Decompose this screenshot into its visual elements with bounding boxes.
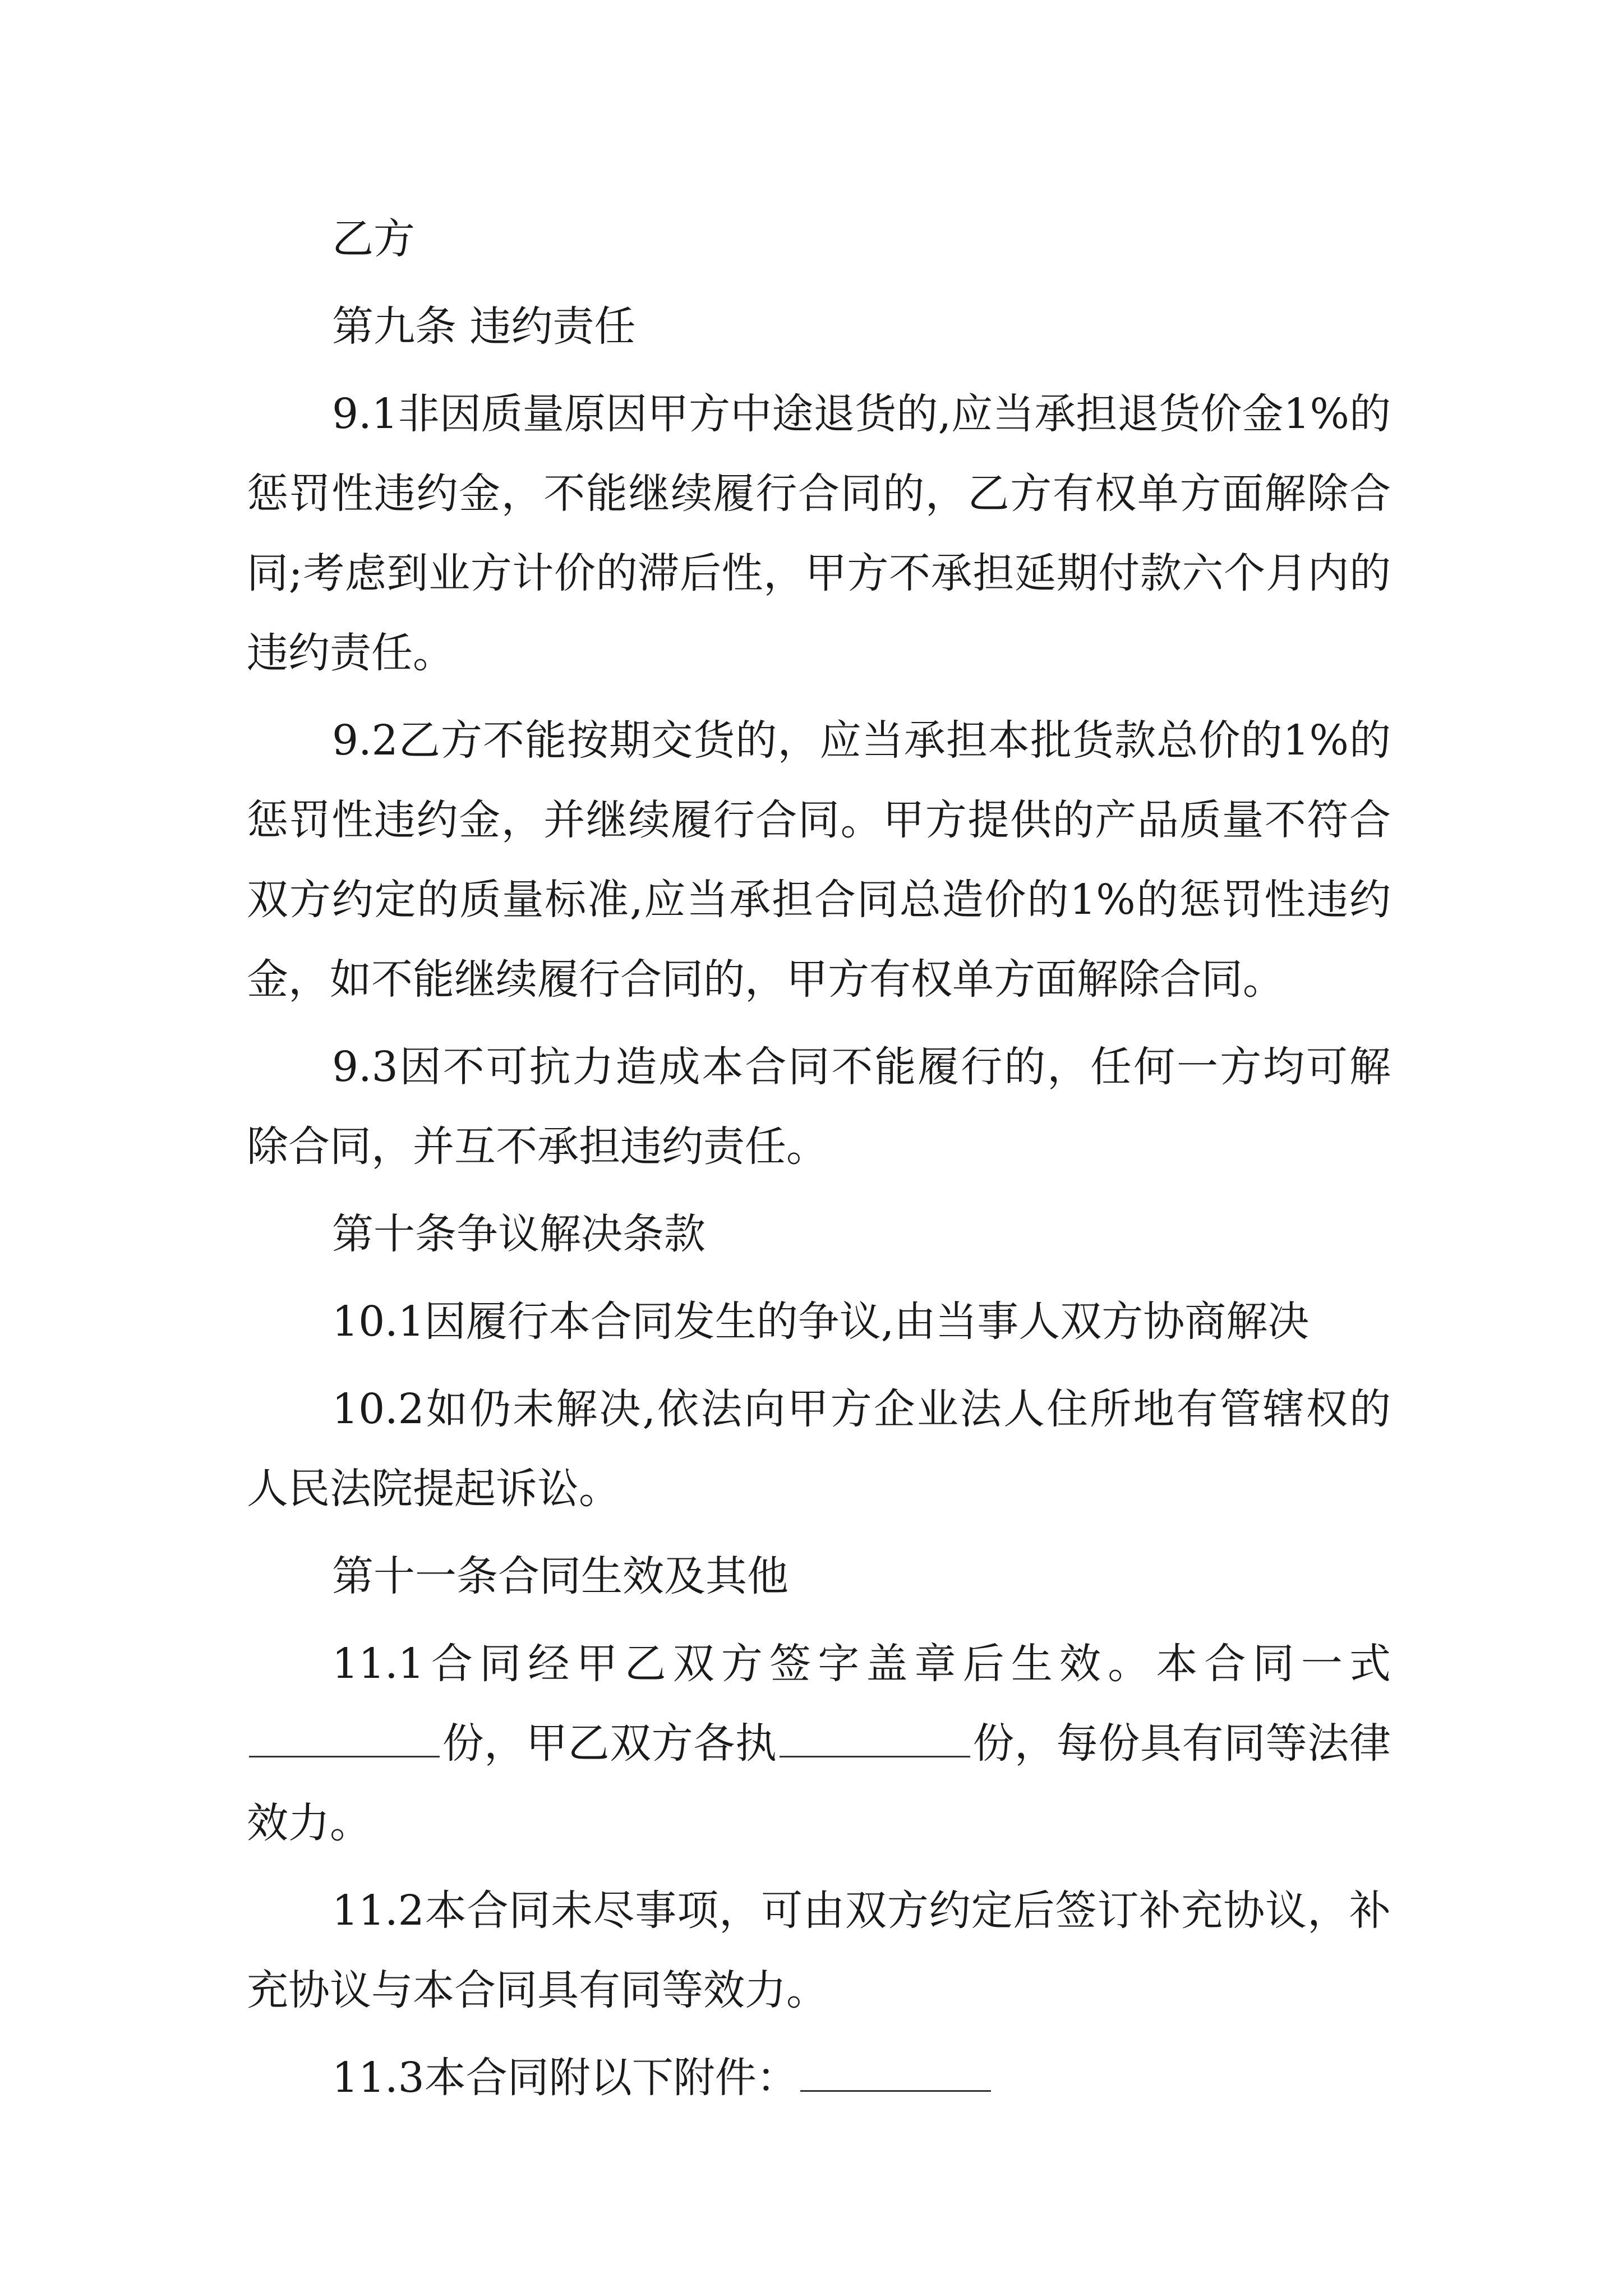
clause-9-1: 9.1非因质量原因甲方中途退货的,应当承担退货价金1%的惩罚性违约金，不能继续履行合同的，乙方有权单方面解除合同;考虑到业方计价的滞后性，甲方不承担延期付款六个月内的违约责任。 [247, 390, 1391, 677]
clause-10-1: 10.1因履行本合同发生的争议,由当事人双方协商解决 [332, 1297, 1310, 1346]
clause-11-3-text: 11.3本合同附以下附件： [332, 2054, 798, 2102]
article-10-title: 第十条争议解决条款 [332, 1210, 706, 1258]
clause-10-2: 10.2如仍未解决,依法向甲方企业法人住所地有管辖权的人民法院提起诉讼。 [247, 1385, 1391, 1513]
clause-11-1-part3: 份，每份具有同等法律效力。 [247, 1719, 1391, 1847]
clause-11-3 [247, 2038, 1391, 2118]
article-9-title: 第九条 违约责任 [332, 302, 636, 351]
clause-9-3: 9.3因不可抗力造成本合同不能履行的，任何一方均可解除合同，并互不承担违约责任。 [247, 1043, 1391, 1171]
copies-total-blank [249, 1717, 440, 1757]
clause-11-1-part2: 份，甲乙双方各执 [442, 1719, 777, 1768]
document-body [247, 199, 1391, 2125]
clause-11-1-part1: 11.1合同经甲乙双方签字盖章后生效。本合同一式 [332, 1640, 1391, 1688]
party-b-label: 乙方 [332, 215, 415, 263]
attachments-blank [800, 2051, 991, 2092]
clause-9-2: 9.2乙方不能按期交货的，应当承担本批货款总价的1%的惩罚性违约金，并继续履行合同。甲方提供的产品质量不符合双方约定的质量标准,应当承担合同总造价的1%的惩罚性违约金，如不能继续履行合同的，甲方有权单方面解除合同。 [247, 716, 1391, 1004]
clause-11-2: 11.2本合同未尽事项，可由双方约定后签订补充协议，补充协议与本合同具有同等效力。 [247, 1887, 1391, 2014]
clause-11-1 [247, 1624, 1391, 1863]
copies-each-blank [780, 1717, 970, 1757]
article-11-title: 第十一条合同生效及其他 [332, 1552, 789, 1600]
